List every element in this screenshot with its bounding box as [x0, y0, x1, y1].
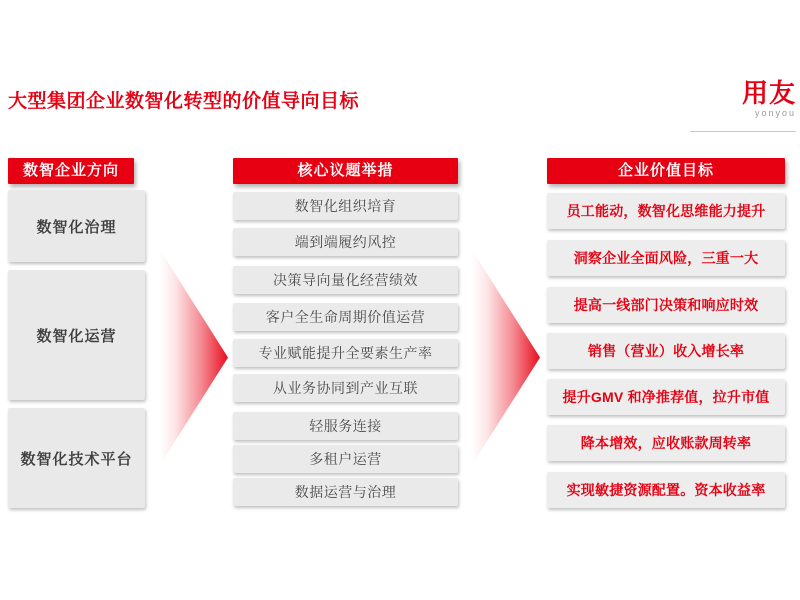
initiative-item: 多租户运营: [233, 445, 458, 473]
column-header-value-goals: 企业价值目标: [547, 158, 785, 184]
yonyou-logo: [690, 80, 796, 118]
yonyou-logo-subtext: yonyou: [754, 108, 796, 119]
column-header-direction: 数智企业方向: [8, 158, 134, 184]
direction-item-tech-platform: 数智化技术平台: [8, 408, 145, 508]
value-goal-item: 实现敏捷资源配置。资本收益率: [547, 472, 785, 508]
initiative-item: 决策导向量化经营绩效: [233, 266, 458, 294]
initiative-item: 端到端履约风控: [233, 228, 458, 256]
logo-divider: [690, 131, 796, 132]
value-goal-item: 员工能动，数智化思维能力提升: [547, 193, 785, 229]
initiative-item: 数智化组织培育: [233, 192, 458, 220]
right-arrow-2: [472, 250, 540, 465]
right-arrow-1: [160, 250, 228, 465]
initiative-item: 专业赋能提升全要素生产率: [233, 339, 458, 367]
direction-item-governance: 数智化治理: [8, 190, 145, 262]
value-goal-item: 提高一线部门决策和响应时效: [547, 287, 785, 323]
value-goal-item: 提升GMV 和净推荐值，拉升市值: [547, 379, 785, 415]
initiative-item: 轻服务连接: [233, 412, 458, 440]
page-title: 大型集团企业数智化转型的价值导向目标: [8, 91, 360, 112]
direction-item-operation: 数智化运营: [8, 270, 145, 400]
value-goal-item: 降本增效，应收账款周转率: [547, 425, 785, 461]
initiative-item: 从业务协同到产业互联: [233, 374, 458, 402]
initiative-item: 数据运营与治理: [233, 478, 458, 506]
initiative-item: 客户全生命周期价值运营: [233, 303, 458, 331]
yonyou-logo-text: 用友: [741, 78, 796, 108]
value-goal-item: 销售（营业）收入增长率: [547, 333, 785, 369]
value-goal-item: 洞察企业全面风险，三重一大: [547, 240, 785, 276]
column-header-initiatives: 核心议题举措: [233, 158, 458, 184]
